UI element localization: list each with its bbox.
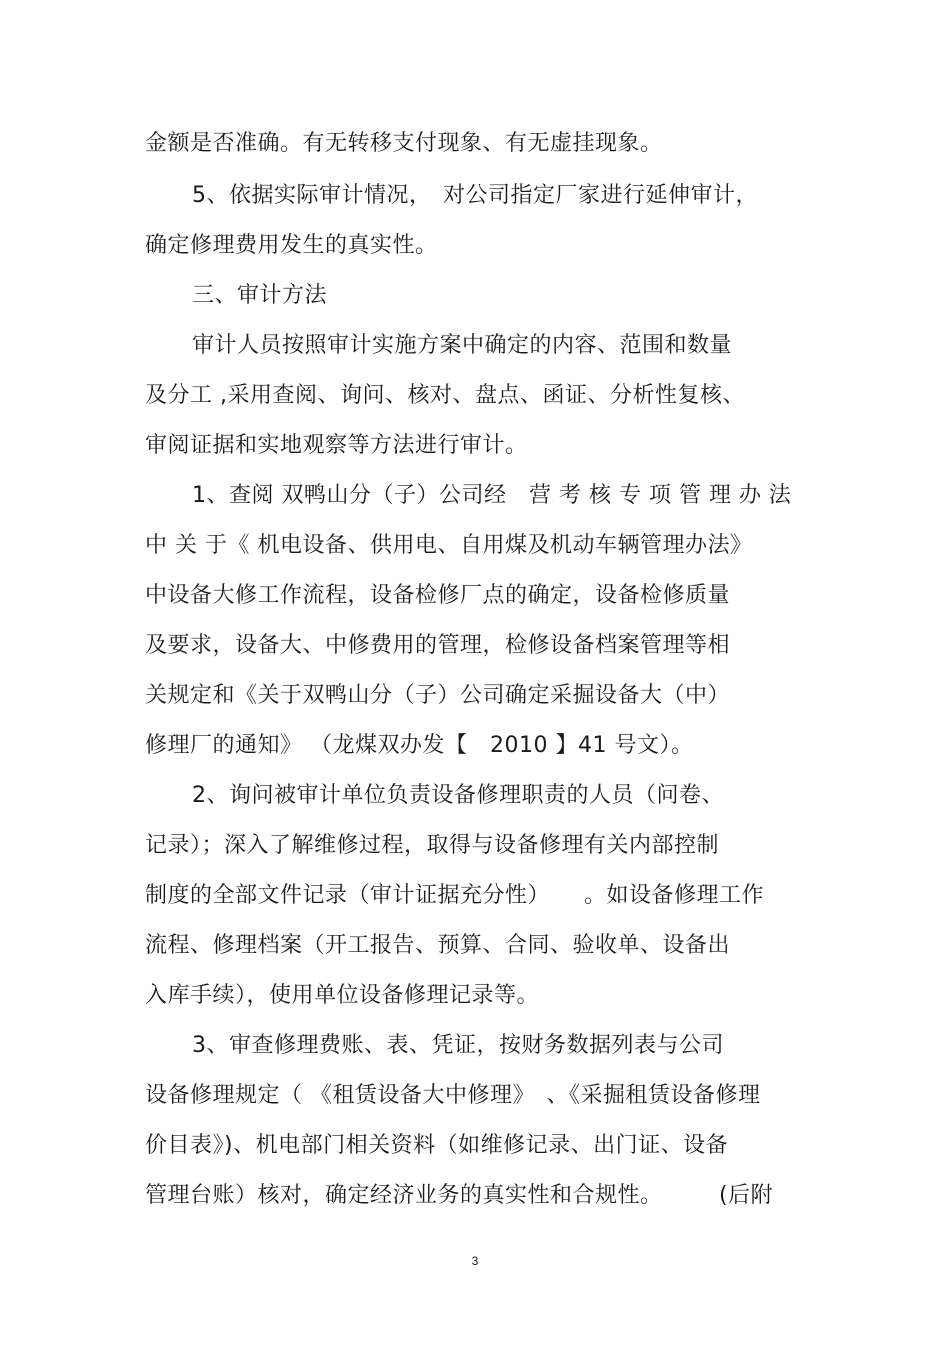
text-line-14: 2、询问被审计单位负责设备修理职责的人员（问卷、 xyxy=(192,783,724,808)
text-line-21: 价目表》)、机电部门相关资料（如维修记录、出门证、设备 xyxy=(145,1133,729,1158)
text-line-15: 记录）；深入了解维修过程，取得与设备修理有关内部控制 xyxy=(145,833,720,858)
text-line-8: 1、查阅 双鸭山分（子）公司经 营 考 核 专 项 管 理 办 法 xyxy=(192,483,792,508)
section-heading-audit-methods: 三、审计方法 xyxy=(192,283,328,308)
text-line-13: 修理厂的通知》 （龙煤双办发【 2010 】41 号文）。 xyxy=(145,733,694,758)
text-line-11: 及要求，设备大、中修费用的管理，检修设备档案管理等相 xyxy=(145,633,731,658)
text-line-17: 流程、修理档案（开工报告、预算、合同、验收单、设备出 xyxy=(145,933,731,958)
text-line-18: 入库手续），使用单位设备修理记录等。 xyxy=(145,983,540,1008)
text-line-16: 制度的全部文件记录（审计证据充分性） 。如设备修理工作 xyxy=(145,883,765,908)
text-line-9: 中 关 于《 机电设备、供用电、自用煤及机动车辆管理办法》 xyxy=(145,533,753,558)
text-line-3: 确定修理费用发生的真实性。 xyxy=(145,233,438,258)
text-line-6: 及分工 ,采用查阅、询问、核对、盘点、函证、分析性复核、 xyxy=(145,383,745,408)
text-line-1: 金额是否准确。有无转移支付现象、有无虚挂现象。 xyxy=(145,131,663,156)
text-line-12: 关规定和《关于双鸭山分（子）公司确定采掘设备大（中） xyxy=(145,683,731,708)
text-line-22: 管理台账）核对，确定经济业务的真实性和合规性。 (后附 xyxy=(145,1183,774,1208)
text-line-19: 3、审查修理费账、表、凭证，按财务数据列表与公司 xyxy=(192,1033,724,1058)
text-line-20: 设备修理规定（ 《租赁设备大中修理》 、《采掘租赁设备修理 xyxy=(145,1083,761,1108)
text-line-5: 审计人员按照审计实施方案中确定的内容、范围和数量 xyxy=(192,333,733,358)
page-number: 3 xyxy=(471,1254,479,1268)
text-line-10: 中设备大修工作流程，设备检修厂点的确定，设备检修质量 xyxy=(145,583,731,608)
text-line-2: 5、依据实际审计情况， 对公司指定厂家进行延伸审计， xyxy=(192,183,758,208)
text-line-7: 审阅证据和实地观察等方法进行审计。 xyxy=(145,433,528,458)
